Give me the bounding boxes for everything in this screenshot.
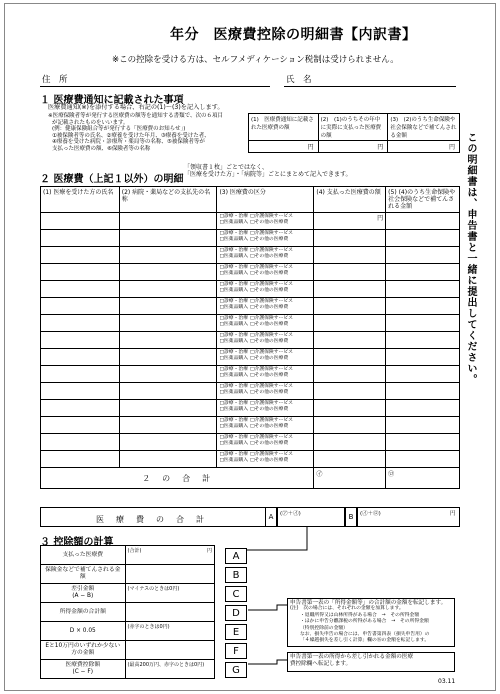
paid-amount-field[interactable] <box>314 383 386 400</box>
paid-amount-field[interactable] <box>314 230 386 247</box>
section1-note: ※医療保険者等が発行する医療費の額等を通知する書類で、次の６項目 <box>48 113 224 119</box>
calc-row-value-field[interactable]: (赤字のときは0円) <box>125 622 214 641</box>
paid-amount-field[interactable]: 円 <box>314 213 386 230</box>
expense-category-field[interactable] <box>217 400 314 417</box>
calc-row-label: 支払った医療費 <box>41 546 126 565</box>
category-checkbox[interactable]: □診療・治療 <box>219 367 248 372</box>
reimbursed-amount-field[interactable] <box>386 417 460 434</box>
expense-category-field[interactable] <box>217 451 314 468</box>
category-checkbox[interactable]: □診療・治療 <box>219 435 248 440</box>
notice-col2-header: (2) (1)のうちその年中に実際に支払った医療費の額 <box>318 114 388 141</box>
section1-instruction: 医療費通知(※)を添付する場合、右記の(1)〜(3)を記入します。 <box>48 104 224 111</box>
notice-amount2-field[interactable]: 円 <box>318 141 388 153</box>
category-checkbox[interactable]: □医薬品購入 <box>219 372 248 378</box>
patient-name-field[interactable] <box>41 434 120 451</box>
calc-row-label: 所得金額の合計額 <box>41 603 126 622</box>
calc-row-value-field[interactable] <box>125 603 214 622</box>
category-checkbox[interactable]: □介護保険サービス <box>250 418 293 423</box>
calc-row-value-field[interactable] <box>125 565 214 584</box>
col-patient-name: (1) 医療を受けた方の氏名 <box>41 187 120 213</box>
expense-category-field[interactable] <box>217 213 314 230</box>
calc-row <box>41 660 215 679</box>
category-checkbox[interactable]: □介護保険サービス <box>250 384 293 389</box>
calc-row-value-field[interactable]: (マイナスのときは0円) <box>125 584 214 603</box>
notice-col1-header: (1) 医療費通知に記載された医療費の額 <box>249 114 319 141</box>
payee-name-field[interactable] <box>119 434 217 451</box>
expense-row <box>41 383 460 400</box>
reimbursed-amount-field[interactable] <box>386 264 460 281</box>
patient-name-field[interactable] <box>41 213 120 230</box>
category-checkbox[interactable]: □介護保険サービス <box>250 299 293 304</box>
category-checkbox[interactable]: □その他の医療費 <box>250 253 289 259</box>
category-checkbox[interactable]: □医薬品購入 <box>219 406 248 412</box>
reimbursed-amount-field[interactable] <box>386 213 460 230</box>
section1-note: が記載されたものをいいます。 <box>52 119 129 126</box>
category-checkbox[interactable]: □その他の医療費 <box>250 236 289 242</box>
grand-total-a-formula: (㋐＋㋑) <box>280 511 301 517</box>
calc-row-label: 差引金額 (A − B) <box>41 584 126 603</box>
expense-row <box>41 349 460 366</box>
expense-row <box>41 434 460 451</box>
section2-total-label: ２ の 合 計 <box>41 468 314 489</box>
category-checkbox[interactable]: □診療・治療 <box>219 214 248 219</box>
calc-row <box>41 603 215 622</box>
paid-amount-field[interactable] <box>314 247 386 264</box>
medical-expense-table <box>40 186 460 489</box>
calc-row-value-field[interactable]: (最高200万円、赤字のときは0円) <box>125 660 214 679</box>
payee-name-field[interactable] <box>119 451 217 468</box>
section2-note: 「医療を受けた方」・「病院等」ごとにまとめて記入できます。 <box>184 171 352 178</box>
notice-col3-header: (3) (2)のうち生命保険や社会保険などで補てんされる金額 <box>388 114 460 141</box>
calc-letter-marker: E <box>225 624 247 640</box>
reimbursed-amount-field[interactable] <box>386 230 460 247</box>
category-checkbox[interactable]: □医薬品購入 <box>219 270 248 276</box>
income-note-line: ・退職所得又は山林所得がある場合 → その所得金額 <box>300 612 420 618</box>
category-checkbox[interactable]: □その他の医療費 <box>250 338 289 344</box>
category-checkbox[interactable]: □介護保険サービス <box>250 316 293 321</box>
payee-name-field[interactable] <box>119 281 217 298</box>
patient-name-field[interactable] <box>41 400 120 417</box>
category-checkbox[interactable]: □介護保険サービス <box>250 231 293 236</box>
category-checkbox[interactable]: □診療・治療 <box>219 231 248 236</box>
patient-name-field[interactable] <box>41 298 120 315</box>
grand-total-label: 医 療 費 の 合 計 <box>96 515 206 524</box>
address-label: 住 所 <box>42 75 68 85</box>
income-note-line: ・ほかに申告分離課税の所得がある場合 → その所得金額 <box>300 619 429 625</box>
category-checkbox[interactable]: □その他の医療費 <box>250 219 289 225</box>
category-checkbox[interactable]: □医薬品購入 <box>219 355 248 361</box>
category-checkbox[interactable]: □診療・治療 <box>219 282 248 287</box>
section3-heading: ３ 控除額の計算 <box>40 537 114 548</box>
expense-row <box>41 213 460 230</box>
calc-row-label: Eと10万円のいずれか少ない方の金額 <box>41 641 126 660</box>
payee-name-field[interactable] <box>119 315 217 332</box>
payee-name-field[interactable] <box>119 298 217 315</box>
payee-name-field[interactable] <box>119 230 217 247</box>
category-checkbox[interactable]: □その他の医療費 <box>250 287 289 293</box>
paid-amount-field[interactable] <box>314 298 386 315</box>
payee-name-field[interactable] <box>119 213 217 230</box>
transfer-note-line: 費控除欄へ転記します。 <box>290 661 352 667</box>
calc-letter-marker: C <box>225 586 247 602</box>
reimbursed-amount-field[interactable] <box>386 349 460 366</box>
category-checkbox[interactable]: □医薬品購入 <box>219 219 248 225</box>
category-checkbox[interactable]: □医薬品購入 <box>219 304 248 310</box>
col-payee-name: (2) 病院・薬局などの支払先の名称 <box>119 187 217 213</box>
category-checkbox[interactable]: □その他の医療費 <box>250 270 289 276</box>
payee-name-field[interactable] <box>119 264 217 281</box>
category-checkbox[interactable]: □医薬品購入 <box>219 457 248 463</box>
category-checkbox[interactable]: □診療・治療 <box>219 316 248 321</box>
category-checkbox[interactable]: □介護保険サービス <box>250 452 293 457</box>
section2-total-paid[interactable]: ㋑ <box>314 468 386 489</box>
calc-row <box>41 622 215 641</box>
payee-name-field[interactable] <box>119 332 217 349</box>
calc-letter-marker: F <box>225 643 247 659</box>
patient-name-field[interactable] <box>41 349 120 366</box>
calc-row <box>41 584 215 603</box>
expense-category-field[interactable] <box>217 315 314 332</box>
patient-name-field[interactable] <box>41 417 120 434</box>
expense-category-field[interactable] <box>217 434 314 451</box>
expense-row <box>41 366 460 383</box>
submit-instruction-side-text: この明細書は、申告書と一緒に提出してください。 <box>465 132 476 385</box>
reimbursed-amount-field[interactable] <box>386 383 460 400</box>
reimbursed-amount-field[interactable] <box>386 247 460 264</box>
paid-amount-field[interactable] <box>314 366 386 383</box>
patient-name-field[interactable] <box>41 230 120 247</box>
expense-row <box>41 400 460 417</box>
grand-total-b-formula: (㋑＋㋺) <box>360 511 381 517</box>
patient-name-field[interactable] <box>41 315 120 332</box>
category-checkbox[interactable]: □介護保険サービス <box>250 401 293 406</box>
payee-name-field[interactable] <box>119 366 217 383</box>
expense-category-field[interactable] <box>217 332 314 349</box>
page-title: 年分 医療費控除の明細書【内訳書】 <box>170 27 417 43</box>
category-checkbox[interactable]: □医薬品購入 <box>219 440 248 446</box>
category-checkbox[interactable]: □その他の医療費 <box>250 304 289 310</box>
section1-note: (例：健康保険組合等が発行する「医療費のお知らせ」) <box>52 126 186 132</box>
expense-row <box>41 332 460 349</box>
category-checkbox[interactable]: □診療・治療 <box>219 248 248 253</box>
payee-name-field[interactable] <box>119 400 217 417</box>
category-checkbox[interactable]: □介護保険サービス <box>250 350 293 355</box>
category-checkbox[interactable]: □その他の医療費 <box>250 355 289 361</box>
patient-name-field[interactable] <box>41 332 120 349</box>
section1-note: 支払った医療費の額、⑥保険者等の名称 <box>52 145 151 152</box>
reimbursed-amount-field[interactable] <box>386 366 460 383</box>
category-checkbox[interactable]: □その他の医療費 <box>250 389 289 395</box>
expense-category-field[interactable] <box>217 230 314 247</box>
section2-total-reimbursed[interactable]: ㋺ <box>386 468 460 489</box>
income-note-line: (注) 次の場合には、それぞれの金額を加算します。 <box>290 606 404 612</box>
section1-note: ①被保険者等の氏名、②療養を受けた年月、③療養を受けた者、 <box>52 132 210 139</box>
expense-category-field[interactable] <box>217 383 314 400</box>
expense-category-field[interactable] <box>217 281 314 298</box>
paid-amount-field[interactable] <box>314 434 386 451</box>
category-checkbox[interactable]: □介護保険サービス <box>250 214 293 219</box>
expense-row <box>41 417 460 434</box>
category-checkbox[interactable]: □診療・治療 <box>219 418 248 423</box>
patient-name-field[interactable] <box>41 247 120 264</box>
expense-row <box>41 247 460 264</box>
income-note-line: 「４繰越損失を差し引く計算」欄の⑯の金額を転記します。 <box>300 638 430 644</box>
category-checkbox[interactable]: □その他の医療費 <box>250 372 289 378</box>
calc-letter-marker: A <box>225 548 247 564</box>
category-checkbox[interactable]: □医薬品購入 <box>219 389 248 395</box>
category-checkbox[interactable]: □介護保険サービス <box>250 367 293 372</box>
payee-name-field[interactable] <box>119 417 217 434</box>
grand-total-b-marker: B <box>345 507 357 527</box>
calc-row <box>41 641 215 660</box>
category-checkbox[interactable]: □医薬品購入 <box>219 253 248 259</box>
paid-amount-field[interactable] <box>314 349 386 366</box>
paid-amount-field[interactable] <box>314 417 386 434</box>
notice-amount3-field[interactable]: 円 <box>388 141 460 153</box>
expense-row <box>41 298 460 315</box>
expense-category-field[interactable] <box>217 247 314 264</box>
paid-amount-field[interactable] <box>314 332 386 349</box>
patient-name-field[interactable] <box>41 383 120 400</box>
name-label: 氏 名 <box>286 75 312 85</box>
patient-name-field[interactable] <box>41 451 120 468</box>
category-checkbox[interactable]: □診療・治療 <box>219 333 248 338</box>
calc-letter-marker: D <box>225 605 247 621</box>
reimbursed-amount-field[interactable] <box>386 281 460 298</box>
grand-total-a-marker: A <box>265 507 277 527</box>
calc-row-label: 医療費控除額 (C − F) <box>41 660 126 679</box>
payee-name-field[interactable] <box>119 383 217 400</box>
category-checkbox[interactable]: □医薬品購入 <box>219 287 248 293</box>
notice-table <box>248 113 460 153</box>
reimbursed-amount-field[interactable] <box>386 400 460 417</box>
expense-category-field[interactable] <box>217 349 314 366</box>
reimbursed-amount-field[interactable] <box>386 315 460 332</box>
expense-category-field[interactable] <box>217 264 314 281</box>
paid-amount-field[interactable] <box>314 281 386 298</box>
category-checkbox[interactable]: □介護保険サービス <box>250 265 293 270</box>
calc-row-label: D × 0.05 <box>41 622 126 641</box>
patient-name-field[interactable] <box>41 366 120 383</box>
calc-row-value-field[interactable]: (合計) 円 <box>125 546 214 565</box>
category-checkbox[interactable]: □診療・治療 <box>219 265 248 270</box>
calc-row <box>41 546 215 565</box>
expense-row <box>41 315 460 332</box>
calc-row-label: 保険金などで補てんされる金額 <box>41 565 126 584</box>
expense-category-field[interactable] <box>217 417 314 434</box>
reimbursed-amount-field[interactable] <box>386 451 460 468</box>
income-note-line: （特別控除前の金額） <box>300 625 348 631</box>
category-checkbox[interactable]: □その他の医療費 <box>250 423 289 429</box>
category-checkbox[interactable]: □診療・治療 <box>219 299 248 304</box>
notice-amount1-field[interactable]: 円 <box>249 141 319 153</box>
category-checkbox[interactable]: □介護保険サービス <box>250 435 293 440</box>
category-checkbox[interactable]: □診療・治療 <box>219 452 248 457</box>
category-checkbox[interactable]: □その他の医療費 <box>250 406 289 412</box>
calc-letter-marker: B <box>225 567 247 583</box>
expense-row <box>41 281 460 298</box>
calc-row-value-field[interactable] <box>125 641 214 660</box>
reimbursed-amount-field[interactable] <box>386 332 460 349</box>
deduction-calc-table <box>40 545 215 679</box>
patient-name-field[interactable] <box>41 264 120 281</box>
expense-row <box>41 264 460 281</box>
expense-row <box>41 451 460 468</box>
category-checkbox[interactable]: □診療・治療 <box>219 401 248 406</box>
calc-row <box>41 565 215 584</box>
expense-row <box>41 230 460 247</box>
paid-amount-field[interactable] <box>314 400 386 417</box>
calc-letter-marker: G <box>225 662 247 678</box>
expense-category-field[interactable] <box>217 298 314 315</box>
reimbursed-amount-field[interactable] <box>386 298 460 315</box>
category-checkbox[interactable]: □医薬品購入 <box>219 236 248 242</box>
category-checkbox[interactable]: □その他の医療費 <box>250 321 289 327</box>
section1-heading: １ 医療費通知に記載された事項 <box>40 95 184 106</box>
page-subtitle: ※この控除を受ける方は、セルフメディケーション税制は受けられません。 <box>112 55 399 65</box>
col-reimbursed-amount: (5) (4)のうち生命保険や社会保険などで補てんされる金額 <box>386 187 460 213</box>
grand-total-b-yen: 円 <box>450 511 456 517</box>
category-checkbox[interactable]: □医薬品購入 <box>219 338 248 344</box>
payee-name-field[interactable] <box>119 247 217 264</box>
category-checkbox[interactable]: □介護保険サービス <box>250 282 293 287</box>
paid-amount-field[interactable] <box>314 264 386 281</box>
paid-amount-field[interactable] <box>314 451 386 468</box>
category-checkbox[interactable]: □医薬品購入 <box>219 423 248 429</box>
section2-heading: ２ 医療費（上記１以外）の明細 <box>40 174 184 185</box>
category-checkbox[interactable]: □診療・治療 <box>219 384 248 389</box>
paid-amount-field[interactable] <box>314 315 386 332</box>
category-checkbox[interactable]: □その他の医療費 <box>250 440 289 446</box>
patient-name-field[interactable] <box>41 281 120 298</box>
category-checkbox[interactable]: □医薬品購入 <box>219 321 248 327</box>
form-code: 03.11 <box>438 678 456 685</box>
category-checkbox[interactable]: □その他の医療費 <box>250 457 289 463</box>
income-note-line: なお、損失申告の場合には、申告書第四表（損失申告用）の <box>300 632 430 638</box>
col-expense-category: (3) 医療費の区分 <box>217 187 314 213</box>
section1-note: ④療養を受けた病院・診療所・薬局等の名称、⑤被保険者等が <box>52 139 205 145</box>
transfer-note-line: 申告書第一表の所得から差し引かれる金額の医療 <box>290 654 414 660</box>
col-paid-amount: (4) 支払った医療費の額 <box>314 187 386 213</box>
income-note-line: 申告書第一表の「所得金額等」の合計額の金額を転記します。 <box>290 600 447 606</box>
category-checkbox[interactable]: □診療・治療 <box>219 350 248 355</box>
payee-name-field[interactable] <box>119 349 217 366</box>
category-checkbox[interactable]: □介護保険サービス <box>250 248 293 253</box>
section2-note: 「領収書１枚」ごとではなく、 <box>184 164 268 171</box>
reimbursed-amount-field[interactable] <box>386 434 460 451</box>
category-checkbox[interactable]: □介護保険サービス <box>250 333 293 338</box>
expense-category-field[interactable] <box>217 366 314 383</box>
